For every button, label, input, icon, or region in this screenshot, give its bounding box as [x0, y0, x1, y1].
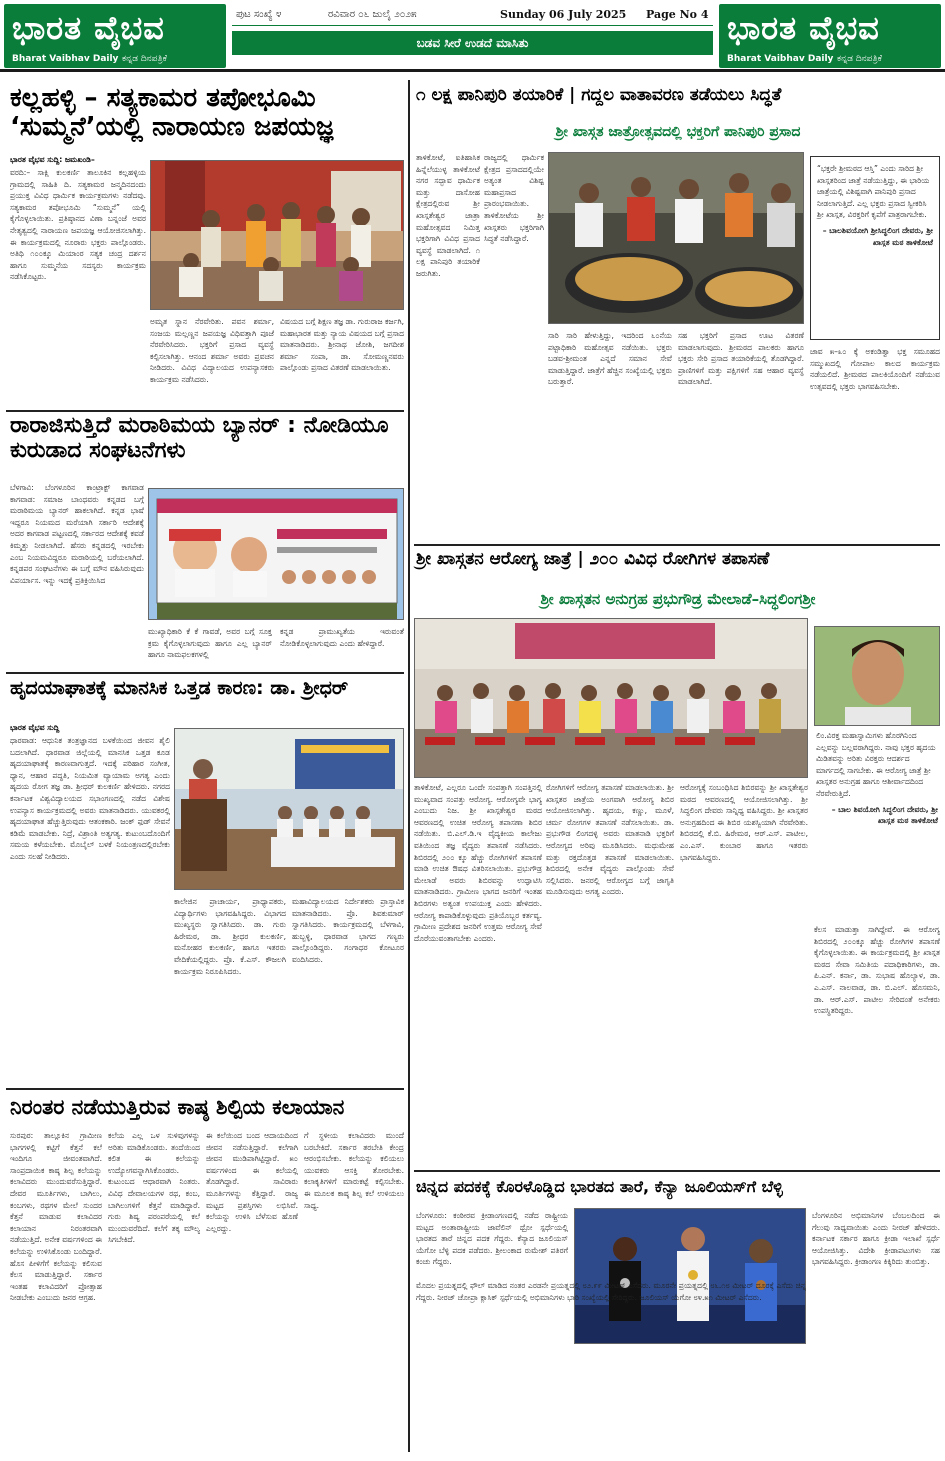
article-column: ತಾಳಿಕೋಟೆ, ಐತಿಹಾಸಿಕ ಹಿನ್ನೆಲೆಯುಳ್ಳ ತಾಳಿಕೋಟೆ ನಗರ ಸದ್ಭಾವ ಧಾರ್ಮಿಕ ಮತ್ತು ದಾಸೋಹ ಕ್ಷೇತ್ರದಲ್ಲಿರುವ ಶ್ರೀ ಖಾಸ್ಗತೇಶ್ವರ ಜಾತ್ರಾ ಮಹೋತ್ಸವದ ನಿಮಿತ್ತ ಭಕ್ತರಿಗಾಗಿ ವಿವಿಧ ಪ್ರಸಾದ ವ್ಯವಸ್ಥೆ ಮಾಡಲಾಗಿದೆ. ೧ ಲಕ್ಷ ಪಾನಿಪುರಿ ತಯಾರಿಕೆ ಜರುಗಿತು.	[416, 153, 480, 278]
headline: ೧ ಲಕ್ಷ ಪಾನಿಪುರಿ ತಯಾರಿಕೆ | ಗದ್ದಲ ವಾತಾವರಣ ತಡೆಯಲು ಸಿದ್ಧತೆ	[416, 85, 782, 105]
article-dateline: ಭಾರತ ವೈಭವ ಸುದ್ದಿ	[10, 723, 60, 732]
article-column: ಕೆಲಸ ಮಾಡುತ್ತಾ ಸಾಗಿದ್ದೇವೆ. ಈ ಆರೋಗ್ಯ ಶಿಬಿರದಲ್ಲಿ ೨೦೦ಕ್ಕೂ ಹೆಚ್ಚು ರೋಗಿಗಳ ತಪಾಸಣೆ ಕೈಗೊಳ್ಳಲಾಯಿತು. ಈ ಕಾರ್ಯಕ್ರಮದಲ್ಲಿ ಶ್ರೀ ಖಾಸ್ಗತ ಮಠದ ಸೇವಾ ಸಮಿತಿಯ ಪದಾಧಿಕಾರಿಗಳು, ಡಾ. ಪಿ.ಎನ್. ಕರ್ನಾ, ಡಾ. ಸುಭಾಷ ಹೊಲ್ಯಾಳ, ಡಾ. ಎ.ಎಸ್. ನಾಲವಾಡ, ಡಾ. ಬಿ.ಎಲ್. ಹೊಸಮನಿ, ಡಾ. ಆರ್.ಎಸ್. ಪಾಟೀಲ ಸೇರಿದಂತೆ ಅನೇಕರು ಉಪಸ್ಥಿತರಿದ್ದರು.	[814, 925, 940, 1016]
health-camp-photo	[414, 618, 808, 778]
lecture-photo	[174, 728, 404, 890]
newspaper-name-english: Bharat Vaibhav Daily	[12, 54, 119, 64]
quote-attribution: – ಬಾಲ ಶಿವಯೋಗಿ ಸಿದ್ಧಲಿಂಗ ದೇವರು, ಶ್ರೀ ಖಾಸ್ಗತ ಮಠ ತಾಳಿಕೋಟೆ	[831, 804, 938, 826]
article-column: ಮೊದಲ ಪ್ರಯತ್ನದಲ್ಲಿ ಫೌಲ್ ಮಾಡಿದ ನಂತರ ಎರಡನೇ ಪ್ರಯತ್ನದಲ್ಲಿ ೮೨.೯೯ ಮೀಟರ್ ಎಸೆದರು. ಮೂರನೇ ಪ್ರಯತ್ನದಲ್ಲಿ ೮೬.೧೮ ಮೀಟರ್ ದೂರಕ್ಕೆ ಎಸೆದು ಚಿನ್ನ ಗೆದ್ದರು. ನೀರಜ್ ಚೋಪ್ರಾ ಕ್ಲಾಸಿಕ್ ಸ್ಪರ್ಧೆಯಲ್ಲಿ ಅಭಿಮಾನಿಗಳು ಭಾರಿ ಸಂಖ್ಯೆಯಲ್ಲಿ ಸೇರಿದ್ದರು. ಜೂಲಿಯಸ್ ಯೆಗೋ ೮೪.೫೧ ಮೀಟರ್ ಎಸೆದರು.	[416, 1281, 806, 1302]
quote-text: ಲಿಂ.ವಿರಕ್ತ ಮಹಾಸ್ವಾಮಿಗಳು ಹೊರಗಿನಿಂದ ಎಲ್ಲವನ್ನು ಬಲ್ಲವರಾಗಿದ್ದರು. ನಾವು ಭಕ್ತರ ಹೃದಯ ಮಿಡಿತವನ್ನು ಅರಿತು ವಿರಕ್ತರು ಆದರ್ಶದ ಮಾರ್ಗದಲ್ಲಿ ಸಾಗಬೇಕು. ಈ ಆರೋಗ್ಯ ಜಾತ್ರೆ ಶ್ರೀ ಖಾಸ್ಗತರ ಅನುಗ್ರಹ ಹಾಗೂ ಆಶೀರ್ವಾದದಿಂದ ನೆರವೇರುತ್ತಿದೆ.	[816, 731, 936, 798]
newspaper-name: ಭಾರತ ವೈಭವ	[727, 9, 880, 47]
article-column: ಜಾವ ೫–೩೦ ಕ್ಕೆ ಅಕಂಡಿತ್ವಾ ಭಕ್ತ ಸಮೂಹದ ಸಮ್ಮುಖದಲ್ಲಿ ಗೋಪಾಲ ಕಾಲದ ಕಾರ್ಯಕ್ರಮ ನಡೆಯಲಿದೆ. ಶ್ರೀಮಠದ ಪಾಲಕಿಯೊಂದಿಗೆ ನಡೆಯುವ ಉತ್ಸವದಲ್ಲಿ ಭಕ್ತರು ಭಾಗವಹಿಸಬೇಕು.	[810, 347, 940, 391]
newspaper-name-english: Bharat Vaibhav Daily	[727, 54, 834, 64]
health-camp-photo-illustration	[415, 619, 808, 778]
article-column: ಕಾಲೇಜಿನ ಪ್ರಾಚಾರ್ಯ, ಪ್ರಾಧ್ಯಾಪಕರು, ವಿದ್ಯಾರ್ಥಿಗಳು ಭಾಗವಹಿಸಿದ್ದರು. ವಿಭಾಗದ ಮುಖ್ಯಸ್ಥರು ಸ್ವಾಗತಿಸಿದರು. ಡಾ. ಗುರು ಹಿರೇಮಠ, ಡಾ. ಶ್ರೀಧರ ಕುಲಕರ್ಣಿ, ಮನೋಹರ ಕುಲಕರ್ಣಿ, ಹಾಗೂ ಇತರರು ವೇದಿಕೆಯಲ್ಲಿದ್ದರು. ಪ್ರೊ. ಕೆ.ಎಸ್. ಕೌಜಲಗಿ ಕಾರ್ಯಕ್ರಮ ನಿರೂಪಿಸಿದರು.	[174, 897, 286, 976]
subheadline: ಶ್ರೀ ಖಾಸ್ಗತನ ಅನುಗ್ರಹ ಪ್ರಭುಗೌಡ್ರ ಮೇಲಾಡೆ–ಸಿದ್ಧಲಿಂಗಶ್ರೀ	[540, 590, 816, 608]
article-dateline: ಭಾರತ ವೈಭವ ಸುದ್ದಿ: ಜಮಖಂಡಿ–	[10, 155, 95, 164]
article-column: ಧಾರವಾಡ: ಆಧುನಿಕ ತಂತ್ರಜ್ಞಾನದ ಬಳಕೆಯಿಂದ ಜೀವನ ಶೈಲಿ ಬದಲಾಗಿದೆ. ಧಾರವಾಡ ಜಿಲ್ಲೆಯಲ್ಲಿ ಮಾನಸಿಕ ಒತ್ತಡ ಕೂಡ ಹೃದಯಾಘಾತಕ್ಕೆ ಕಾರಣವಾಗುತ್ತದೆ. ಇದಕ್ಕೆ ಪರಿಹಾರ ಸಂಗೀತ, ಧ್ಯಾನ, ಆಹಾರ ಪದ್ಧತಿ, ನಿಯಮಿತ ವ್ಯಾಯಾಮ ಅಗತ್ಯ ಎಂದು ಹೃದಯ ರೋಗ ತಜ್ಞ ಡಾ. ಶ್ರೀಧರ್ ಕುಲಕರ್ಣಿ ಹೇಳಿದರು. ನಗರದ ಕರ್ನಾಟಕ ವಿಶ್ವವಿದ್ಯಾಲಯದ ಸಭಾಂಗಣದಲ್ಲಿ ನಡೆದ ವಿಶೇಷ ಉಪನ್ಯಾಸ ಕಾರ್ಯಕ್ರಮದಲ್ಲಿ ಅವರು ಮಾತನಾಡಿದರು. ಯುವಕರಲ್ಲಿ ಹೃದಯಾಘಾತ ಹೆಚ್ಚುತ್ತಿರುವುದು ಆತಂಕಕಾರಿ. ಜಂಕ್ ಫುಡ್ ಸೇವನೆ ಕಡಿಮೆ ಮಾಡಬೇಕು. ನಿದ್ರೆ, ವಿಶ್ರಾಂತಿ ಅತ್ಯಗತ್ಯ. ಕುಟುಂಬದೊಂದಿಗೆ ಸಮಯ ಕಳೆಯಬೇಕು. ಮೊಬೈಲ್ ಬಳಕೆ ನಿಯಂತ್ರಣದಲ್ಲಿರಬೇಕು ಎಂದು ಸಲಹೆ ನೀಡಿದರು.	[10, 736, 170, 861]
article-column: ರಾಜ್ಯದಲ್ಲಿ ಧಾರ್ಮಿಕ ಕ್ಷೇತ್ರದ ಪ್ರಸಾದದಲ್ಲಿಯೇ ಅತ್ಯಂತ ವಿಶಿಷ್ಟ ಮಹಾಪ್ರಸಾದ ಪ್ರಾರಂಭವಾಯಿತು. ತಾಳಿಕೋಟೆಯ ಶ್ರೀ ಖಾಸ್ಗತರು ಭಕ್ತರಿಗಾಗಿ ಸಿದ್ಧತೆ ನಡೆಸಿದ್ದಾರೆ.	[484, 153, 544, 244]
article-column: ಸುರಪುರ: ತಾಲ್ಲೂಕಿನ ಗ್ರಾಮೀಣ ಭಾಗಗಳಲ್ಲಿ ಕಟ್ಟಿಗೆ ಕೆತ್ತನೆ ಕಲೆ ಇಂದಿಗೂ ಜೀವಂತವಾಗಿದೆ. ಸಾಂಪ್ರದಾಯಿಕ ಕಾಷ್ಠ ಶಿಲ್ಪ ಕಲೆಯನ್ನು ಕಲಾವಿದರು ಮುಂದುವರೆಸುತ್ತಿದ್ದಾರೆ. ದೇವರ ಮೂರ್ತಿಗಳು, ಬಾಗಿಲು, ಕಂಬಗಳು, ರಥಗಳ ಮೇಲೆ ಸುಂದರ ಕೆತ್ತನೆ ಮಾಡುವ ಕಲಾವಿದರ ಕಲಾಯಾನ ನಿರಂತರವಾಗಿ ನಡೆಯುತ್ತಿದೆ. ಅನೇಕ ವರ್ಷಗಳಿಂದ ಈ ಕಲೆಯನ್ನು ಉಳಿಸಿಕೊಂಡು ಬಂದಿದ್ದಾರೆ. ಹೊಸ ಪೀಳಿಗೆಗೆ ಕಲೆಯನ್ನು ಕಲಿಸುವ ಕೆಲಸ ಮಾಡುತ್ತಿದ್ದಾರೆ. ಸರ್ಕಾರ ಇಂತಹ ಕಲಾವಿದರಿಗೆ ಪ್ರೋತ್ಸಾಹ ನೀಡಬೇಕು ಎಂಬುದು ಜನರ ಆಗ್ರಹ.	[10, 1131, 102, 1303]
quote-box	[814, 730, 940, 920]
headline: ಕಲ್ಲಹಳ್ಳಿ – ಸತ್ಯಕಾಮರ ತಪೋಭೂಮಿ ‘ಸುಮ್ಮನೆ’ಯಲ್ಲಿ ನಾರಾಯಣ ಜಪಯಜ್ಞ	[10, 83, 334, 143]
date-kannada: ರವಿವಾರ ೦೬ ಜುಲೈ ೨೦೨೫	[328, 9, 417, 20]
article-column: ವರದಿ:– ಸಾಕ್ಷಿ ಕುಲಕರ್ಣಿ ತಾಲೂಕಿನ ಕಲ್ಲಹಳ್ಳಿಯ ಗ್ರಾಮದಲ್ಲಿ ಸಾಹಿತಿ ದಿ. ಸತ್ಯಕಾಮರ ಜನ್ಮದಿನದಂದು ಪ್ರಯುಕ್ತ ವಿವಿಧ ಧಾರ್ಮಿಕ ಕಾರ್ಯಕ್ರಮಗಳು ನಡೆದವು. ಸತ್ಯಕಾಮರ ತಪೋಭೂಮಿ “ಸುಮ್ಮನೆ” ಯಲ್ಲಿ ಕೈಗೊಳ್ಳಲಾಯಿತು. ಪ್ರತಿಷ್ಠಾನದ ವಿಣಾ ಬನ್ನಂಜೆ ಅವರ ನೇತೃತ್ವದಲ್ಲಿ ನಾರಾಯಣ ಜಪಯಜ್ಞ ಆಯೋಜಿಸಲಾಗಿತ್ತು. ಈ ಕಾರ್ಯಕ್ರಮದಲ್ಲಿ ನೂರಾರು ಭಕ್ತರು ಪಾಲ್ಗೊಂಡರು. ಅತಿಥಿ ೧೦೦ಕ್ಕೂ ಮಿಯಾಂರ ಸತ್ಯಕ ಚಂದ್ರ ದರ್ಶನ ಹಾಗೂ ಸುಮ್ಮನೆಯ ಸದಸ್ಯರು ಕಾರ್ಯಕ್ರಮ ನಡೆಸಿಕೊಟ್ಟರು.	[10, 168, 146, 282]
masthead-logo-left	[4, 4, 226, 68]
article-column: ಬೆಳಗಾವಿ: ಬೆಂಗಳೂರಿನ ಕಾಂಟ್ರಾಕ್ಟ್ ಕಾಗವಾಡ ಕಾಗವಾಡ: ಸಮಾಜ ಬಾಂಧವರು ಕನ್ನಡದ ಬಗ್ಗೆ ಮರಾಠಿಮಯ ಬ್ಯಾನರ್ ಹಾಕಲಾಗಿದೆ. ಕನ್ನಡ ಭಾಷೆ ಇದ್ದರೂ ನಿಯಮದ ಮರೆಯಾಗಿ ಸರ್ಕಾರಿ ಆದೇಶಕ್ಕೆ ಅದರ ಕಾಗವಾಡ ಪಟ್ಟಣದಲ್ಲಿ ಸರ್ಕಾರದ ಆದೇಶಕ್ಕೆ ಕವಡೆ ಕಿಮ್ಮತ್ತು ನೀಡಲಾಗಿದೆ. ಹೆಸರು ಕನ್ನಡದಲ್ಲಿ ಇರಬೇಕು ಎಂಬ ನಿಯಮವಿದ್ದರೂ ಮರಾಠಿಯಲ್ಲಿ ಬರೆಯಲಾಗಿದೆ. ಕನ್ನಡಪರ ಸಂಘಟನೆಗಳು ಈ ಬಗ್ಗೆ ಮೌನ ವಹಿಸಿರುವುದು ವಿಪರ್ಯಾಸ. ಇನ್ನು ಇದಕ್ಕೆ ಪ್ರತಿಕ್ರಿಯಿಸಿದ	[10, 483, 144, 585]
dateline-bar	[232, 4, 713, 26]
article-column: ಮುಖ್ಯಾಧಿಕಾರಿ ಕೆ ಕೆ ಗಾವಡೆ, ಅವರ ಬಗ್ಗೆ ಸೂಕ್ತ ಕ್ರಮ ಕೈಗೊಳ್ಳಲಾಗುವುದು ಹಾಗೂ ಎಲ್ಲ ಬ್ಯಾನರ್ ಹಾಗೂ ನಾಮಫಲಕಗಳಲ್ಲಿ	[148, 627, 272, 660]
article-column: ಆರೋಗ್ಯಕ್ಕೆ ಸಂಬಂಧಿಸಿದ ಶಿಬಿರವನ್ನು ಶ್ರೀ ಖಾಸ್ಗತೇಶ್ವರ ಮಠದ ಆವರಣದಲ್ಲಿ ಆಯೋಜಿಸಲಾಗಿತ್ತು. ಶ್ರೀ ಸಿದ್ಧಲಿಂಗ ದೇವರು ಸಾನ್ನಿಧ್ಯ ವಹಿಸಿದ್ದರು. ಶ್ರೀ ಖಾಸ್ಗತರ ಅನುಗ್ರಹದಿಂದ ಈ ಶಿಬಿರ ಯಶಸ್ವಿಯಾಗಿ ನೆರವೇರಿತು. ಶಿಬಿರದಲ್ಲಿ ಕೆ.ಬಿ. ಹಿರೇಮಠ, ಆರ್.ಎಸ್. ಪಾಟೀಲ, ಎಂ.ಎಸ್. ಕುಂಬಾರ ಹಾಗೂ ಇತರರು ಭಾಗವಹಿಸಿದ್ದರು.	[680, 783, 808, 862]
quote-text: “ಭಕ್ತರೇ ಶ್ರೀಮಠದ ಆಸ್ತಿ” ಎಂದು ಸಾರಿದ ಶ್ರೀ ಖಾಸ್ಗತರಿಂದ ಜಾತ್ರೆ ನಡೆಯುತ್ತಿದ್ದು, ಈ ಭಾರಿಯ ಜಾತ್ರೆಯಲ್ಲಿ ವಿಶಿಷ್ಟವಾಗಿ ಪಾನಿಪುರಿ ಪ್ರಸಾದ ನೀಡಲಾಗುತ್ತಿದೆ. ಎಲ್ಲ ಭಕ್ತರು ಪ್ರಸಾದ ಸ್ವೀಕರಿಸಿ ಶ್ರೀ ಖಾಸ್ಗತ, ವಿರಕ್ತರಿಗೆ ಕೃಪೆಗೆ ಪಾತ್ರರಾಗಬೇಕು.	[817, 164, 930, 220]
article-column: ಬೆಂಗಳೂರಿನ ಅಭಿಮಾನಿಗಳ ಬೆಂಬಲದಿಂದ ಈ ಗೆಲುವು ಸಾಧ್ಯವಾಯಿತು ಎಂದು ನೀರಜ್ ಹೇಳಿದರು. ಕರ್ನಾಟಕ ಸರ್ಕಾರ ಹಾಗೂ ಕ್ರೀಡಾ ಇಲಾಖೆ ಸ್ಪರ್ಧೆ ಆಯೋಜಿಸಿತ್ತು. ವಿದೇಶಿ ಕ್ರೀಡಾಪಟುಗಳು ಸಹ ಭಾಗವಹಿಸಿದ್ದರು. ಕ್ರೀಡಾಂಗಣ ಕಿಕ್ಕಿರಿದು ತುಂಬಿತ್ತು.	[812, 1211, 940, 1267]
lecture-photo-illustration	[175, 729, 404, 890]
article-column: ಈ ಕಲೆಯಿಂದ ಬಂದ ಆದಾಯದಿಂದ ಜೀವನ ನಡೆಸುತ್ತಿದ್ದಾರೆ. ಕಲೆಗಾಗಿ ಜೀವನ ಮುಡಿಪಾಗಿಟ್ಟಿದ್ದಾರೆ. ೫೦ ವರ್ಷಗಳಿಂದ ಈ ಕಲೆಯಲ್ಲಿ ತೊಡಗಿದ್ದಾರೆ. ಸಾವಿರಾರು ಮೂರ್ತಿಗಳನ್ನು ಕೆತ್ತಿದ್ದಾರೆ. ರಾಜ್ಯ ಮಟ್ಟದ ಪ್ರಶಸ್ತಿಗಳು ಲಭಿಸಿವೆ. ಕಲೆಯನ್ನು ಉಳಿಸಿ ಬೆಳೆಸುವ ಹೊಣೆ ಎಲ್ಲರದ್ದು.	[206, 1131, 298, 1233]
headline: ನಿರಂತರ ನಡೆಯುತ್ತಿರುವ ಕಾಷ್ಠ ಶಿಲ್ಪಿಯ ಕಲಾಯಾನ	[10, 1095, 345, 1119]
article-column: ಮಹಾವಿದ್ಯಾಲಯದ ನಿರ್ದೇಶಕರು ಪ್ರಾಸ್ತಾವಿಕ ಮಾತನಾಡಿದರು. ಪ್ರೊ. ಶಿವಕುಮಾರ್ ಸ್ವಾಗತಿಸಿದರು. ಕಾರ್ಯಕ್ರಮದಲ್ಲಿ ಬೆಳಗಾವಿ, ಹುಬ್ಬಳ್ಳಿ, ಧಾರವಾಡ ಭಾಗದ ಗಣ್ಯರು ಪಾಲ್ಗೊಂಡಿದ್ದರು. ಗಂಗಾಧರ ಕೋಟೂರ ವಂದಿಸಿದರು.	[292, 897, 404, 964]
article-column: ವಿಷಯದ ಬಗ್ಗೆ ಶಿಕ್ಷಣ ತಜ್ಞ ಡಾ. ಗುರುರಾಜ ಕರ್ಜಗಿ, ಮಹಾಭಾರತ ಮತ್ತು ನ್ಯಾಯ ವಿಷಯದ ಬಗ್ಗೆ ಪ್ರಸಾದ ಮಾತನಾಡಿದರು. ಶ್ರೀನಾಥ ಜೋಶಿ, ಜಗದೀಶ ಶರ್ಮಾ ಸಂಪಾ, ಡಾ. ಸೋಮಣ್ಣನವರು ಪಾಲ್ಗೊಂಡು ಪ್ರಸಾದ ವಿತರಣೆ ಮಾಡಲಾಯಿತು.	[280, 317, 404, 373]
article-column: ತಾಳಿಕೋಟೆ, ಎಲ್ಲರೂ ಒಂದೇ ಸಂಪತ್ತಾಗಿ ಸಂಪತ್ತಿನಲ್ಲಿ ಮುಖ್ಯವಾದ ಸಂಪತ್ತು ಆರೋಗ್ಯ. ಆರೋಗ್ಯವೇ ಭಾಗ್ಯ ಎಂಬುದು ನಿಜ. ಶ್ರೀ ಖಾಸ್ಗತೇಶ್ವರ ಮಠದ ಆವರಣದಲ್ಲಿ ಉಚಿತ ಆರೋಗ್ಯ ತಪಾಸಣಾ ಶಿಬಿರ ನಡೆಯಿತು. ಬಿ.ಎಲ್.ಡಿ.ಇ ವೈದ್ಯಕೀಯ ಕಾಲೇಜು ವತಿಯಿಂದ ತಜ್ಞ ವೈದ್ಯರು ತಪಾಸಣೆ ನಡೆಸಿದರು. ಶಿಬಿರದಲ್ಲಿ ೨೦೦ ಕ್ಕೂ ಹೆಚ್ಚು ರೋಗಿಗಳಿಗೆ ತಪಾಸಣೆ ಮಾಡಿ ಉಚಿತ ಔಷಧ ವಿತರಿಸಲಾಯಿತು. ಪ್ರಭುಗೌಡ್ರ ಮೇಲಾಡೆ ಅವರು ಶಿಬಿರವನ್ನು ಉದ್ಘಾಟಿಸಿ ಮಾತನಾಡಿದರು. ಗ್ರಾಮೀಣ ಭಾಗದ ಜನರಿಗೆ ಇಂತಹ ಶಿಬಿರಗಳು ಅತ್ಯಂತ ಉಪಯುಕ್ತ ಎಂದು ಹೇಳಿದರು. ಆರೋಗ್ಯ ಕಾಪಾಡಿಕೊಳ್ಳುವುದು ಪ್ರತಿಯೊಬ್ಬರ ಕರ್ತವ್ಯ. ಗ್ರಾಮೀಣ ಪ್ರದೇಶದ ಜನರಿಗೆ ಉತ್ತಮ ಆರೋಗ್ಯ ಸೇವೆ ದೊರೆಯುವಂತಾಗಬೇಕು ಎಂದರು.	[414, 783, 542, 943]
section-divider	[414, 544, 940, 546]
date-english: Sunday 06 July 2025	[500, 8, 627, 21]
headline: ಶ್ರೀ ಖಾಸ್ಗತನ ಆರೋಗ್ಯ ಜಾತ್ರೆ | ೨೦೦ ವಿವಿಧ ರೋಗಿಗಳ ತಪಾಸಣೆ	[416, 549, 770, 569]
page-number: Page No 4	[646, 8, 709, 21]
section-divider	[6, 672, 404, 674]
speaker-portrait-photo	[814, 626, 940, 726]
portrait-illustration	[815, 627, 940, 726]
panipuri-photo-illustration	[549, 153, 804, 324]
section-divider	[6, 410, 404, 412]
slogan-banner: ಬಡವ ಸೀರೆ ಉಡದೆ ಮಾಸಿತು	[232, 31, 713, 55]
banner-photo-illustration	[149, 489, 404, 620]
headline: ಚಿನ್ನದ ಪದಕಕ್ಕೆ ಕೊರಳೊಡ್ಡಿದ ಭಾರತದ ತಾರೆ, ಕೆನ್ಯಾ ಜೂಲಿಯಸ್‌ಗೆ ಬೆಳ್ಳಿ	[416, 1177, 783, 1196]
article-column: ಕನ್ನಡ ಪ್ರಾಮುಖ್ಯತೆಯ ಇರುವಂತೆ ನೋಡಿಕೊಳ್ಳಲಾಗುವುದು ಎಂದು ಹೇಳಿದ್ದಾರೆ.	[280, 627, 404, 648]
article-column: ಸಾರಿ ಸಾರಿ ಹೇಳುತ್ತಿದ್ದು, ಇದರಿಂದ ೬೦ನೆಯ ಪಟ್ಟಾಧಿಕಾರಿ ಮಹೋತ್ಸವ ನಡೆಯಿತು. ಭಕ್ತರು ಬಡವ-ಶ್ರೀಮಂತ ಎನ್ನದೆ ಸಮಾನ ಸೇವೆ ಮಾಡುತ್ತಿದ್ದಾರೆ. ಜಾತ್ರೆಗೆ ಹೆಚ್ಚಿನ ಸಂಖ್ಯೆಯಲ್ಲಿ ಭಕ್ತರು ಬರುತ್ತಾರೆ.	[548, 331, 672, 387]
panipuri-photo	[548, 152, 804, 324]
masthead-center	[232, 4, 713, 68]
article-column: ಕಲೆಯ ಎಲ್ಲ ಒಳ ಸುಳಿವುಗಳನ್ನು ಅರಿತು ಮಾಡಿಕೊಂಡರು. ತಂದೆಯಿಂದ ಕಲಿತ ಈ ಕಲೆಯನ್ನು ಉದ್ಯೋಗವನ್ನಾಗಿಸಿಕೊಂಡರು. ಕುಟುಂಬದ ಆಧಾರವಾಗಿ ನಿಂತರು. ವಿವಿಧ ದೇವಾಲಯಗಳ ರಥ, ಕಂಬ, ಬಾಗಿಲುಗಳಿಗೆ ಕೆತ್ತನೆ ಮಾಡಿದ್ದಾರೆ. ಗುರು ಶಿಷ್ಯ ಪರಂಪರೆಯಲ್ಲಿ ಕಲೆ ಮುಂದುವರೆದಿದೆ. ಕಲೆಗೆ ತಕ್ಕ ಮೌಲ್ಯ ಸಿಗಬೇಕಿದೆ.	[108, 1131, 200, 1245]
newspaper-name: ಭಾರತ ವೈಭವ	[12, 9, 165, 47]
newspaper-tagline: ಕನ್ನಡ ದಿನಪತ್ರಿಕೆ	[122, 54, 168, 64]
headline: ಹೃದಯಾಘಾತಕ್ಕೆ ಮಾನಸಿಕ ಒತ್ತಡ ಕಾರಣ: ಡಾ. ಶ್ರೀಧರ್	[10, 677, 349, 699]
column-divider	[408, 80, 410, 1452]
section-divider	[414, 1170, 940, 1172]
article-column: ಗೆ ಸ್ಥಳೀಯ ಕಲಾವಿದರು ಮುಂದೆ ಬರಬೇಕಿದೆ. ಸರ್ಕಾರ ತರಬೇತಿ ಕೇಂದ್ರ ಆರಂಭಿಸಬೇಕು. ಕಲೆಯನ್ನು ಕಲಿಯಲು ಯುವಕರು ಆಸಕ್ತಿ ತೋರಬೇಕು. ಕಲಾಕೃತಿಗಳಿಗೆ ಮಾರುಕಟ್ಟೆ ಕಲ್ಪಿಸಬೇಕು. ಈ ಮೂಲಕ ಕಾಷ್ಠ ಶಿಲ್ಪ ಕಲೆ ಉಳಿಯಲು ಸಾಧ್ಯ.	[304, 1131, 404, 1210]
section-divider	[6, 1088, 404, 1090]
ceremony-photo	[150, 160, 404, 310]
article-column: ಸಹ ಭಕ್ತರಿಗೆ ಪ್ರಸಾದ ಊಟ ವಿತರಣೆ ಮಾಡಲಾಗುವುದು. ಶ್ರೀಮಠದ ಪಾಲಕರು ಹಾಗೂ ಭಕ್ತರು ಸೇರಿ ಪ್ರಸಾದ ತಯಾರಿಕೆಯಲ್ಲಿ ತೊಡಗಿದ್ದಾರೆ. ಪ್ರಾಣಿಗಳಿಗೆ ಮತ್ತು ಪಕ್ಷಿಗಳಿಗೆ ಸಹ ಆಹಾರ ವ್ಯವಸ್ಥೆ ಮಾಡಲಾಗಿದೆ.	[678, 331, 804, 387]
ceremony-photo-illustration	[151, 161, 404, 310]
subheadline: ಶ್ರೀ ಖಾಸ್ಗತ ಜಾತ್ರೋತ್ಸವದಲ್ಲಿ ಭಕ್ತರಿಗೆ ಪಾನಿಪುರಿ ಪ್ರಸಾದ	[555, 124, 801, 140]
headline: ರಾರಾಜಿಸುತ್ತಿದೆ ಮರಾಠಿಮಯ ಬ್ಯಾನರ್ : ನೋಡಿಯೂ ಕುರುಡಾದ ಸಂಘಟನೆಗಳು	[10, 413, 389, 463]
quote-box	[810, 156, 940, 340]
article-column: ಅಮೃತ ಸ್ನಾನ ನೆರವೇರಿತು. ಪವನ ಶರ್ಮಾ, ಸಂಜಯ ಮಲ್ಲಣ್ಣನ ಜಪಯಜ್ಞ ವಿಧಿವತ್ತಾಗಿ ಪೂಜೆ ನೆರವೇರಿಸಿದರು. ಭಕ್ತರಿಗೆ ಪ್ರಸಾದ ವ್ಯವಸ್ಥೆ ಕಲ್ಪಿಸಲಾಗಿತ್ತು. ಆನಂದ ಶರ್ಮಾ ಅವರು ಪ್ರವಚನ ನೀಡಿದರು. ವಿವಿಧ ವಿದ್ಯಾಲಯದ ಉಪನ್ಯಾಸಕರು ಕಾರ್ಯಕ್ರಮ ನಡೆಸಿದರು.	[150, 317, 274, 384]
newspaper-tagline: ಕನ್ನಡ ದಿನಪತ್ರಿಕೆ	[837, 54, 883, 64]
quote-attribution: – ಬಾಲಶಿವಯೋಗಿ ಶ್ರೀಸಿದ್ಧಲಿಂಗ ದೇವರು, ಶ್ರೀ ಖಾಸ್ಗತ ಮಠ ತಾಳಿಕೋಟೆ	[822, 225, 933, 247]
article-column: ಬೆಂಗಳೂರು: ಕಂಠೀರವ ಕ್ರೀಡಾಂಗಣದಲ್ಲಿ ನಡೆದ ರಾಷ್ಟ್ರೀಯ ಮಟ್ಟದ ಅಂತಾರಾಷ್ಟ್ರೀಯ ಜಾವೆಲಿನ್ ಥ್ರೋ ಸ್ಪರ್ಧೆಯಲ್ಲಿ ಭಾರತದ ತಾರೆ ಚಿನ್ನದ ಪದಕ ಗೆದ್ದರು. ಕೆನ್ಯಾದ ಜೂಲಿಯಸ್ ಯೆಗೋ ಬೆಳ್ಳಿ ಪದಕ ಪಡೆದರು. ಶ್ರೀಲಂಕಾದ ರುಮೇಶ್ ಪತಿರಗೆ ಕಂಚು ಗೆದ್ದರು.	[416, 1211, 568, 1267]
article-column: ರೋಗಿಗಳಿಗೆ ಆರೋಗ್ಯ ತಪಾಸಣೆ ಮಾಡಲಾಯಿತು. ಶ್ರೀ ಖಾಸ್ಗತರ ಜಾತ್ರೆಯ ಅಂಗವಾಗಿ ಆರೋಗ್ಯ ಶಿಬಿರ ಆಯೋಜಿಸಲಾಗಿತ್ತು. ಹೃದಯ, ಕಣ್ಣು, ಮೂಳೆ, ಚರ್ಮ ರೋಗಗಳ ತಪಾಸಣೆ ನಡೆಸಲಾಯಿತು. ಡಾ. ಪ್ರಭುಗೌಡ ಲಿಂಗದಳ್ಳಿ ಅವರು ಮಾತನಾಡಿ ಭಕ್ತರಿಗೆ ಆರೋಗ್ಯದ ಅರಿವು ಮೂಡಿಸಿದರು. ಮಧುಮೇಹ ಮತ್ತು ರಕ್ತದೊತ್ತಡ ತಪಾಸಣೆ ಮಾಡಲಾಯಿತು. ಶಿಬಿರದಲ್ಲಿ ಅನೇಕ ವೈದ್ಯರು ಪಾಲ್ಗೊಂಡು ಸೇವೆ ಸಲ್ಲಿಸಿದರು. ಜನರಲ್ಲಿ ಆರೋಗ್ಯದ ಬಗ್ಗೆ ಜಾಗೃತಿ ಮೂಡಿಸುವುದು ಅಗತ್ಯ ಎಂದರು.	[546, 783, 674, 897]
masthead-logo-right	[719, 4, 941, 68]
volume-number: ಪುಟ ಸಂಖ್ಯೆ ೪	[236, 9, 282, 20]
marathi-banner-photo	[148, 488, 404, 620]
masthead	[0, 0, 945, 72]
